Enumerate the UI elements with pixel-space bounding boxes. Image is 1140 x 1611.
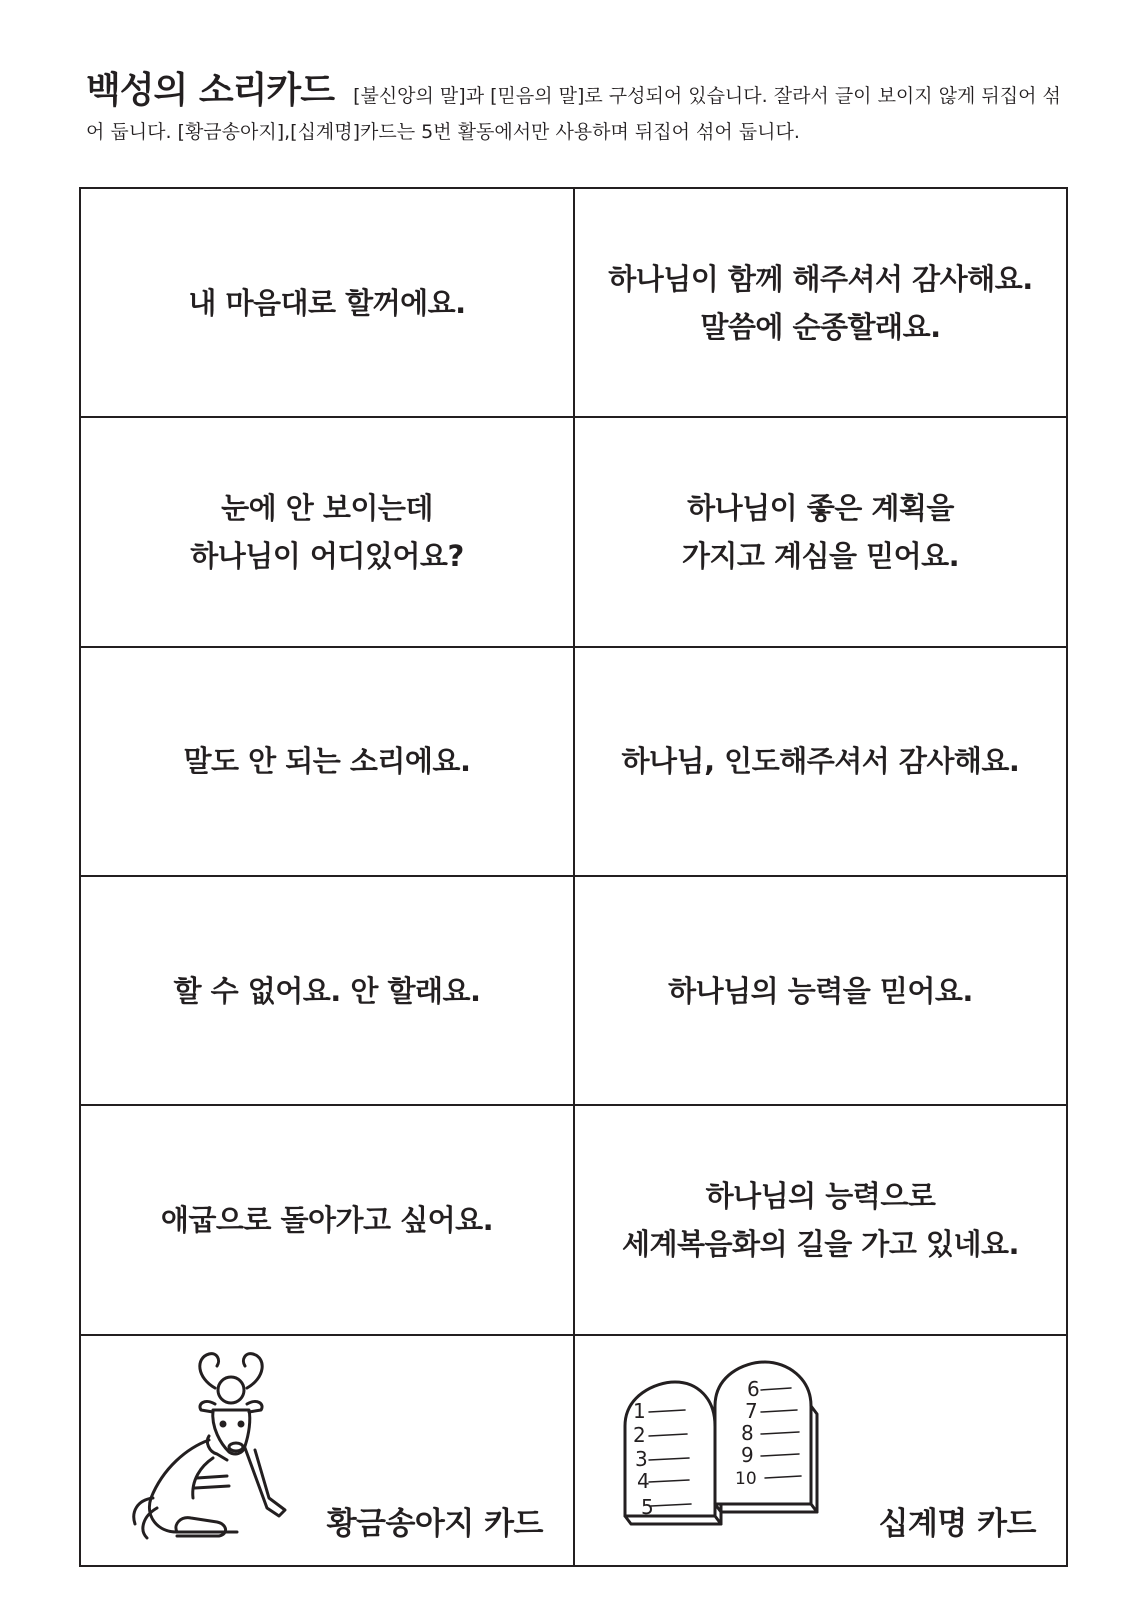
stone-tablets-icon [615, 1356, 825, 1536]
instructions-text: [불신앙의 말]과 [믿음의 말]로 구성되어 있습니다. 잘라서 글이 보이지 않게 뒤집어 섞어 둡니다. [황금송아지],[십계명]카드는 5번 활동에서만 사용하며 뒤집어 섞어 둡니다. [86, 85, 1061, 143]
card-grid [79, 187, 1068, 1567]
tablet-left-number: 3 [635, 1446, 648, 1471]
page-header [86, 62, 1076, 150]
tablet-left-number: 5 [641, 1494, 654, 1519]
card-unbelief-1 [81, 189, 575, 418]
card-text: 애굽으로 돌아가고 싶어요. [160, 1202, 494, 1237]
card-faith-5 [575, 1106, 1066, 1335]
tablet-left-number: 2 [633, 1422, 646, 1447]
tablet-right-number: 7 [745, 1398, 758, 1423]
card-faith-1 [575, 189, 1066, 418]
card-text: 하나님이 좋은 계획을 가지고 계심을 믿어요. [681, 490, 960, 573]
card-faith-4 [575, 877, 1066, 1106]
card-text: 할 수 없어요. 안 할래요. [173, 973, 481, 1008]
page-title: 백성의 소리카드 [86, 70, 334, 111]
tablet-right-number: 8 [741, 1420, 754, 1445]
tablet-left-number: 4 [637, 1468, 650, 1493]
card-unbelief-3 [81, 648, 575, 877]
golden-calf-icon [117, 1348, 317, 1548]
card-unbelief-2 [81, 418, 575, 647]
card-text: 하나님이 함께 해주셔서 감사해요. 말씀에 순종할래요. [608, 261, 1033, 344]
card-faith-3 [575, 648, 1066, 877]
tablet-right-number: 9 [741, 1442, 754, 1467]
card-text: 하나님의 능력을 믿어요. [668, 973, 973, 1008]
tablet-left-number: 1 [633, 1398, 646, 1423]
golden-calf-card-label: 황금송아지 카드 [326, 1505, 543, 1542]
tablet-right-number: 10 [735, 1468, 757, 1489]
card-text: 하나님, 인도해주셔서 감사해요. [621, 744, 1020, 779]
card-text: 말도 안 되는 소리에요. [183, 744, 471, 779]
ten-commandments-card-label: 십계명 카드 [878, 1505, 1036, 1542]
card-golden-calf [81, 1336, 575, 1565]
card-unbelief-4 [81, 877, 575, 1106]
card-text: 하나님의 능력으로 세계복음화의 길을 가고 있네요. [622, 1178, 1019, 1261]
card-unbelief-5 [81, 1106, 575, 1335]
card-faith-2 [575, 418, 1066, 647]
card-ten-commandments [575, 1336, 1066, 1565]
card-text: 눈에 안 보이는데 하나님이 어디있어요? [190, 490, 464, 573]
tablet-right-number: 6 [747, 1376, 760, 1401]
card-text: 내 마음대로 할꺼에요. [188, 285, 466, 320]
